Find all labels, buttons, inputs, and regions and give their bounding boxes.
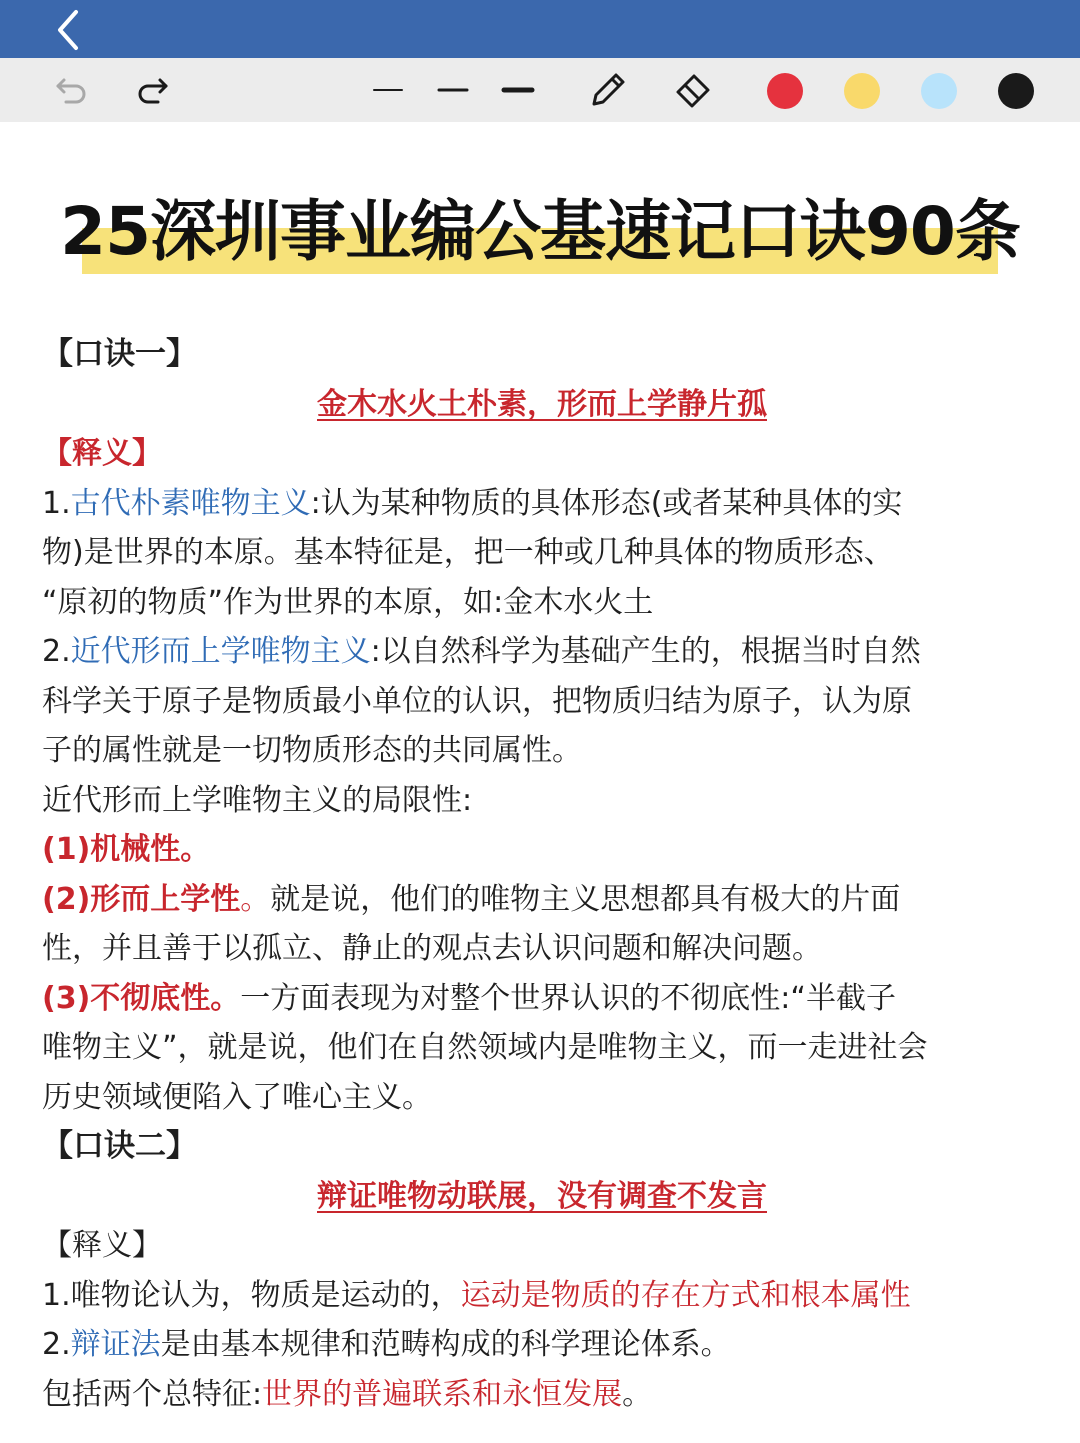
paragraph-text: 就是说，他们的唯物主义思想都具有极大的片面 (270, 881, 901, 917)
medium-line-icon (435, 80, 471, 100)
thin-line-icon (370, 80, 406, 100)
paragraph-line (42, 1271, 1042, 1321)
paragraph-text: 是由基本规律和范畴构成的科学理论体系。 (160, 1327, 731, 1362)
paragraph-line (42, 1370, 1042, 1420)
punctuation: 。 (240, 881, 271, 917)
item-number: 2. (42, 634, 71, 669)
paragraph-line: 历史领域便陷入了唯心主义。 (42, 1079, 432, 1115)
paragraph-line (42, 1320, 1042, 1370)
item-number: 2. (42, 1327, 71, 1362)
undo-icon (52, 70, 92, 110)
paragraph-text: 一方面表现为对整个世界认识的不彻底性:“半截子 (240, 980, 896, 1016)
color-light-blue-swatch[interactable] (921, 73, 957, 109)
drawing-toolbar (0, 58, 1080, 122)
term-highlight: (3)不彻底性。 (42, 980, 241, 1016)
list-item (42, 974, 1042, 1024)
term-highlight: 辩证法 (70, 1327, 161, 1362)
term-highlight: 世界的普遍联系和永恒发展 (262, 1376, 623, 1412)
paragraph-text: :认为某种物质的具体形态(或者某种具体的实 (310, 485, 903, 521)
medium-line-button[interactable] (433, 58, 473, 122)
meaning-label: 【释义】 (42, 436, 162, 471)
page-title: 25深圳事业编公基速记口诀90条 (60, 193, 1020, 270)
paragraph-line (42, 627, 1042, 677)
term-highlight: 运动是物质的存在方式和根本属性 (460, 1277, 911, 1313)
thin-line-button[interactable] (368, 58, 408, 122)
paragraph-line (42, 479, 1042, 529)
section-header: 【口诀二】 (42, 1128, 197, 1164)
paragraph-text: :以自然科学为基础产生的，根据当时自然 (370, 634, 921, 669)
paragraph-line: 科学关于原子是物质最小单位的认识，把物质归结为原子，认为原 (42, 683, 912, 719)
eraser-icon (672, 68, 716, 112)
color-yellow-swatch[interactable] (844, 73, 880, 109)
color-red-swatch[interactable] (767, 73, 803, 109)
color-black-swatch[interactable] (998, 73, 1034, 109)
motto: 辩证唯物动联展，没有调查不发言 (317, 1178, 767, 1214)
pencil-icon (586, 68, 630, 112)
eraser-button[interactable] (670, 58, 718, 122)
paragraph-line: “原初的物质”作为世界的本原，如:金木水火土 (42, 584, 654, 620)
punctuation: 。 (622, 1376, 653, 1412)
thick-line-button[interactable] (498, 58, 538, 122)
list-item (42, 875, 1042, 925)
paragraph-text: 包括两个总特征: (42, 1376, 263, 1412)
paragraph-line: 物)是世界的本原。基本特征是，把一种或几种具体的物质形态、 (42, 535, 894, 570)
term-highlight: (2)形而上学性 (42, 881, 241, 917)
meaning-label: 【释义】 (42, 1228, 162, 1263)
paragraph-line: 性，并且善于以孤立、静止的观点去认识问题和解决问题。 (42, 931, 822, 966)
pencil-button[interactable] (584, 58, 632, 122)
thick-line-icon (500, 80, 536, 100)
note-content (42, 330, 1042, 1419)
paragraph-line: 近代形而上学唯物主义的局限性: (42, 782, 473, 818)
motto: 金木水火土朴素，形而上学静片孤 (317, 386, 767, 422)
back-button[interactable] (48, 8, 92, 52)
section-header: 【口诀一】 (42, 336, 197, 372)
redo-button[interactable] (130, 58, 174, 122)
top-bar (0, 0, 1080, 58)
back-icon (48, 8, 92, 52)
term-highlight: 古代朴素唯物主义 (70, 485, 311, 521)
paragraph-line: 唯物主义”，就是说，他们在自然领域内是唯物主义，而一走进社会 (42, 1030, 928, 1065)
paragraph-text: 1.唯物论认为，物质是运动的， (42, 1277, 461, 1313)
paragraph-line: 子的属性就是一切物质形态的共同属性。 (42, 733, 582, 768)
list-item: (1)机械性。 (42, 832, 211, 867)
term-highlight: 近代形而上学唯物主义 (70, 634, 371, 669)
undo-button[interactable] (50, 58, 94, 122)
redo-icon (132, 70, 172, 110)
item-number: 1. (42, 485, 71, 521)
